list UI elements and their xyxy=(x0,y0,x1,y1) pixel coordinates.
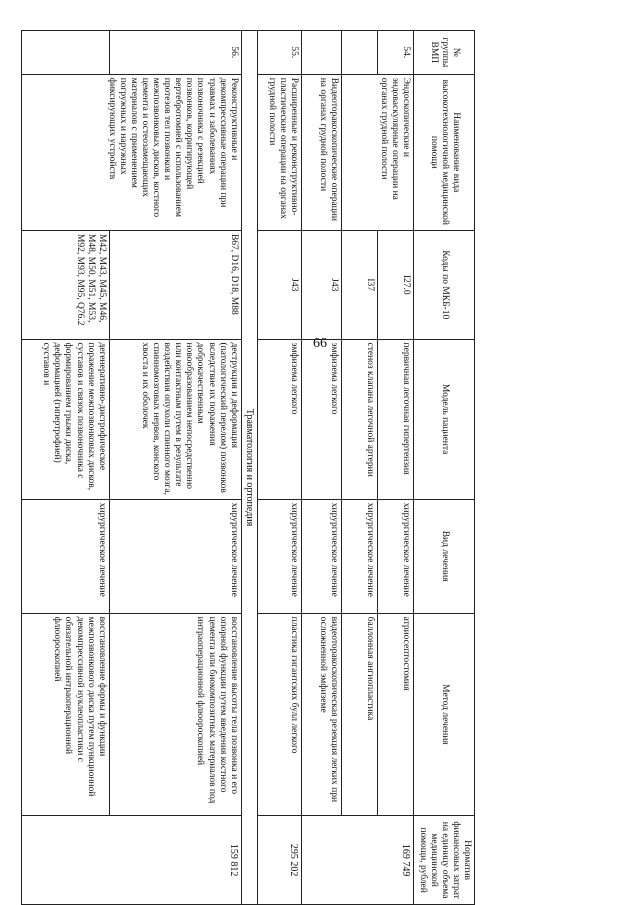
table-cell-method: пластика гигантских булл легкого xyxy=(258,613,302,816)
table-cell-kind: хирургическое лечение xyxy=(302,499,342,613)
table-cell-mkb: J43 xyxy=(258,230,302,339)
header-kind: Вид лечения xyxy=(414,499,475,613)
table-cell-kind: хирургическое лечение xyxy=(378,499,414,613)
table-cell-kind: хирургическое лечение xyxy=(258,499,302,613)
table-cell-method: атриосептостомия xyxy=(378,613,414,816)
table-cell-kind: хирургическое лечение xyxy=(21,499,109,613)
header-name: Наименование вида высокотехнологичной медицинской помощи xyxy=(414,74,475,230)
table-cell-patient: стеноз клапана легочной артерии xyxy=(342,339,378,499)
table-cell-norm: 159 812 xyxy=(21,816,241,905)
table-cell-group xyxy=(342,31,378,75)
table-cell-group xyxy=(21,31,109,75)
header-patient: Модель пациента xyxy=(414,339,475,499)
table-cell-method: восстановление высоты тела позвонка и его опорной функции путем введения костного цемента или биокомпозитных материалов под интраоперационной флюороскопией xyxy=(109,613,241,816)
table-cell-kind: хирургическое лечение xyxy=(109,499,241,613)
table-cell-patient: эмфизема легкого xyxy=(258,339,302,499)
table-cell-name: Эндоскопические и эндоваскулярные операции на органах грудной полости xyxy=(342,74,414,230)
table-cell-patient: первичная легочная гипертензия xyxy=(378,339,414,499)
header-norm: Норматив финансовых затрат на единицу объема медицинской помощи, рублей xyxy=(414,816,475,905)
table-cell-norm: 295 202 xyxy=(258,816,302,905)
table-cell-group: 56. xyxy=(109,31,241,75)
table-cell-patient: дегенеративно-дистрофическое поражение межпозвонковых дисков, суставов и связок позвоночника с формированием грыжи диска, деформацией (гипертрофией) суставов и xyxy=(21,339,109,499)
table-cell-name: Видеоторакоскопические операции на органах грудной полости xyxy=(302,74,342,230)
header-mkb: Коды по МКБ-10 xyxy=(414,230,475,339)
table-cell-name: Реконструктивные и декомпрессивные операции при травмах и заболеваниях позвоночника с резекцией позвонков, корригирующей вертебротомией с использованием протезов тел позвонков и межпозвонковых дисков, костного цемента и остеозамещающих материалов с применением погружных и наружных фиксирующих устройств xyxy=(21,74,241,230)
table-cell-kind: хирургическое лечение xyxy=(342,499,378,613)
table-cell-mkb: M42, M43, M45, M46, M48, M50, M51, M53, M92, M93, M95, Q76.2 xyxy=(21,230,109,339)
table-cell-method: восстановление формы и функции межпозвонкового диска путем пункционной декомпрессивной нуклеопластики с обязательной интраоперационной флюороскопией xyxy=(21,613,109,816)
rotated-table-frame xyxy=(41,30,475,905)
table-cell-group: 55. xyxy=(258,31,302,75)
table-cell-mkb: B67, D16, D18, M88 xyxy=(109,230,241,339)
table-cell-mkb: I37 xyxy=(342,230,378,339)
table-cell-mkb: I27.0 xyxy=(378,230,414,339)
table-cell-patient: деструкция и деформация (патологический перелом) позвонков вследствие их поражения доброкачественным новообразованием непосредственно или контактным путем в результате воздействия опухоли спинного мозга, спинномозговых нервов, конского хвоста и их оболочек xyxy=(109,339,241,499)
table-cell-mkb: J43 xyxy=(302,230,342,339)
table-cell-group: 54. xyxy=(378,31,414,75)
table-cell-method: баллонная ангиопластика xyxy=(342,613,378,816)
header-method: Метод лечения xyxy=(414,613,475,816)
section-title: Травматология и ортопедия xyxy=(241,31,258,905)
table-cell-name: Расширенные и реконструктивно-пластические операции на органах грудной полости xyxy=(258,74,302,230)
table-cell-method: видеоторакоскопическая резекция легких при осложненной эмфиземе xyxy=(302,613,342,816)
table-cell-norm: 169 749 xyxy=(302,816,414,905)
page-number: 66 xyxy=(313,336,327,351)
header-group: № группы ВМП xyxy=(414,31,475,75)
table-cell-group xyxy=(302,31,342,75)
table-cell-patient: эмфизема легкого xyxy=(302,339,342,499)
vmp-table xyxy=(21,30,475,905)
